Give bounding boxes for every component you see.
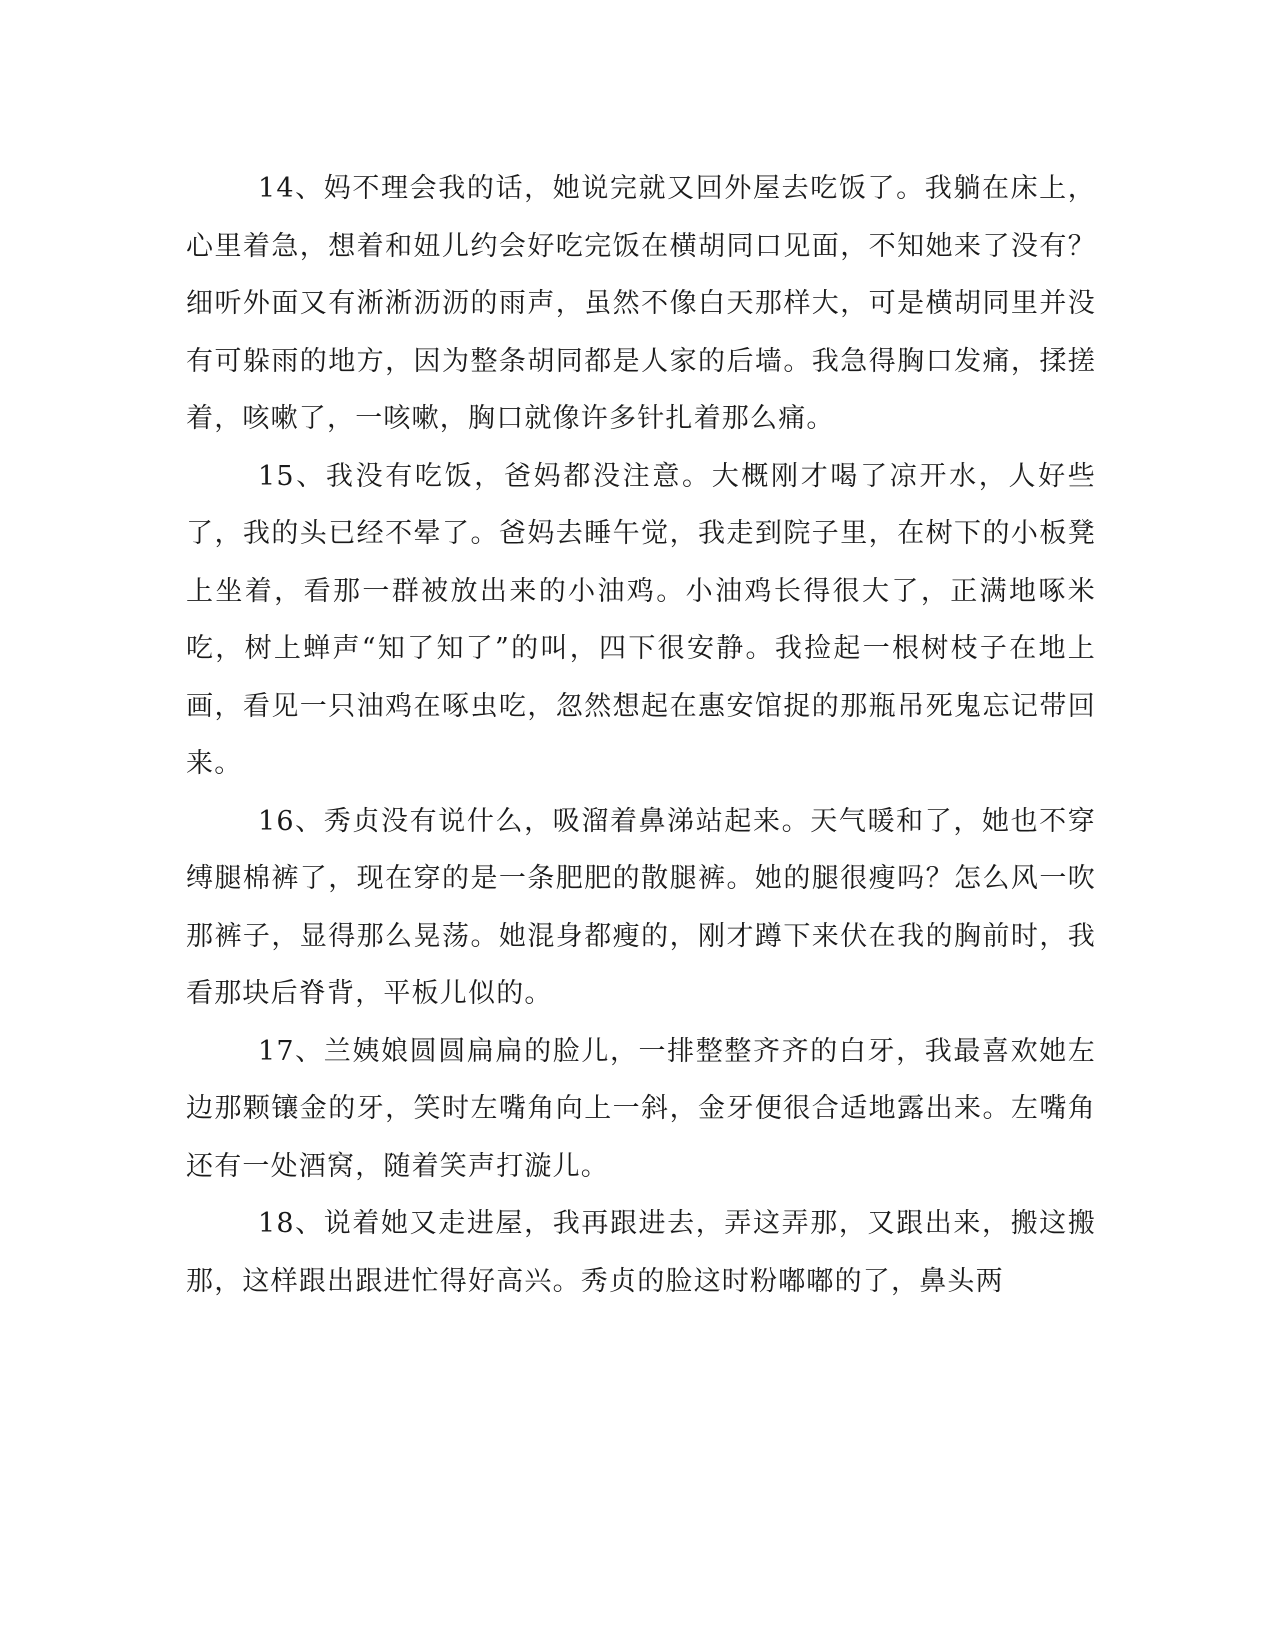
paragraph-18: 18、说着她又走进屋，我再跟进去，弄这弄那，又跟出来，搬这搬那，这样跟出跟进忙得好高兴。秀贞的脸这时粉嘟嘟的了，鼻头两 (186, 1208, 1096, 1297)
paragraph-16: 16、秀贞没有说什么，吸溜着鼻涕站起来。天气暖和了，她也不穿缚腿棉裤了，现在穿的是一条肥肥的散腿裤。她的腿很瘦吗？怎么风一吹那裤子，显得那么晃荡。她混身都瘦的，刚才蹲下来伏在我的胸前时，我看那块后脊背，平板儿似的。 (186, 805, 1096, 1009)
paragraph-15: 15、我没有吃饭，爸妈都没注意。大概刚才喝了凉开水，人好些了，我的头已经不晕了。爸妈去睡午觉，我走到院子里，在树下的小板凳上坐着，看那一群被放出来的小油鸡。小油鸡长得很大了，正满地啄米吃，树上蝉声“知了知了”的叫，四下很安静。我捡起一根树枝子在地上画，看见一只油鸡在啄虫吃，忽然想起在惠安馆捉的那瓶吊死鬼忘记带回来。 (186, 460, 1096, 779)
paragraph-14: 14、妈不理会我的话，她说完就又回外屋去吃饭了。我躺在床上，心里着急，想着和妞儿约会好吃完饭在横胡同口见面，不知她来了没有？细听外面又有淅淅沥沥的雨声，虽然不像白天那样大，可是横胡同里并没有可躲雨的地方，因为整条胡同都是人家的后墙。我急得胸口发痛，揉搓着，咳嗽了，一咳嗽，胸口就像许多针扎着那么痛。 (186, 173, 1096, 434)
document-body (186, 160, 1096, 1310)
paragraph-17: 17、兰姨娘圆圆扁扁的脸儿，一排整整齐齐的白牙，我最喜欢她左边那颗镶金的牙，笑时左嘴角向上一斜，金牙便很合适地露出来。左嘴角还有一处酒窝，随着笑声打漩儿。 (186, 1035, 1096, 1182)
